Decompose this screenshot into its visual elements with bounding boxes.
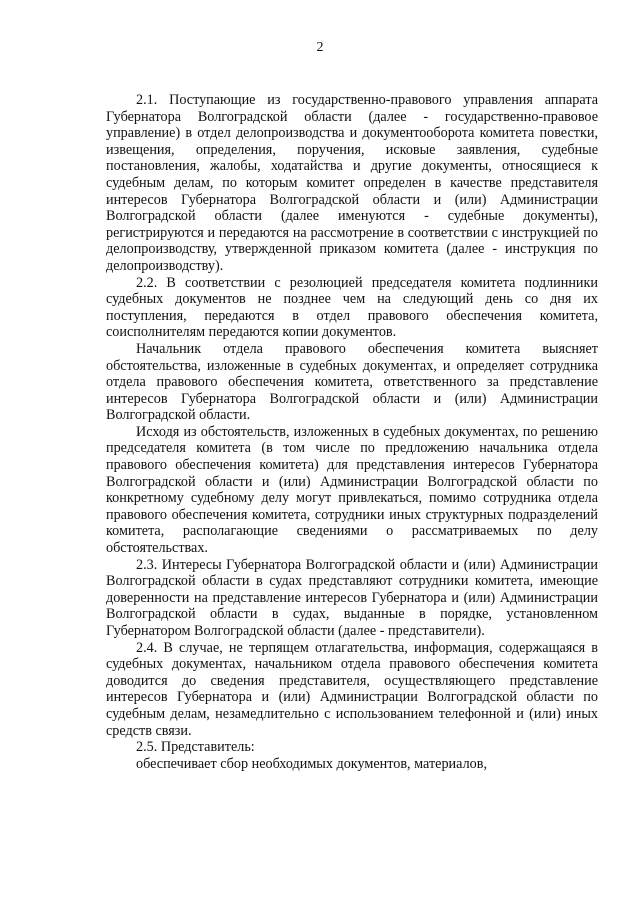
page-number: 2: [316, 40, 324, 55]
paragraph-2-5-continuation: обеспечивает сбор необходимых документов, материалов,: [136, 755, 487, 772]
paragraph-2-5: 2.5. Представитель:: [136, 739, 255, 756]
paragraph-2-2: 2.2. В соответствии с резолюцией председателя комитета подлинники судебных документов не позднее чем на следующий день со дня их поступления, передаются в отдел правового обеспечения комитета, соисполнителям передаются копии документов.: [106, 274, 598, 341]
paragraph-2-3: 2.3. Интересы Губернатора Волгоградской области и (или) Администрации Волгоградской области в судах представляют сотрудники комитета, имеющие доверенности на представление интересов Губернатора и (или) Администрации Волгоградской области в судах, выданные в порядке, установленном Губернатором Волгоградской области (далее - представители).: [106, 556, 598, 639]
paragraph-2-1: 2.1. Поступающие из государственно-правового управления аппарата Губернатора Волгоградской области (далее - государственно-правовое управление) в отдел делопроизводства и документооборота комитета повестки, извещения, определения, поручения, исковые заявления, судебные постановления, жалобы, ходатайства и другие документы, относящиеся к судебным делам, по которым комитет определен в качестве представителя интересов Губернатора Волгоградской области и (или) Администрации Волгоградской области (далее именуются - судебные документы), регистрируются и передаются на рассмотрение в соответствии с инструкцией по делопроизводству, утвержденной приказом комитета (далее - инструкция по делопроизводству).: [106, 92, 598, 274]
document-body: [106, 92, 598, 772]
paragraph-head-of-department: Начальник отдела правового обеспечения комитета выясняет обстоятельства, изложенные в судебных документах, и определяет сотрудника отдела правового обеспечения комитета, ответственного за представление интересов Губернатора Волгоградской области и (или) Администрации Волгоградской области.: [106, 340, 598, 424]
paragraph-circumstances: Исходя из обстоятельств, изложенных в судебных документах, по решению председателя комитета (в том числе по предложению начальника отдела правового обеспечения комитета) для представления интересов Губернатора Волгоградской области и (или) Администрации Волгоградской области по конкретному судебному делу могут привлекаться, помимо сотрудника отдела правового обеспечения комитета, сотрудники иных структурных подразделений комитета, располагающие сведениями о рассматриваемых по делу обстоятельствах.: [106, 423, 598, 557]
paragraph-2-4: 2.4. В случае, не терпящем отлагательства, информация, содержащаяся в судебных документах, начальником отдела правового обеспечения комитета доводится до сведения представителя, осуществляющего представление интересов Губернатора и (или) Администрации Волгоградской области по судебным делам, незамедлительно с использованием телефонной и (или) иных средств связи.: [106, 639, 598, 739]
